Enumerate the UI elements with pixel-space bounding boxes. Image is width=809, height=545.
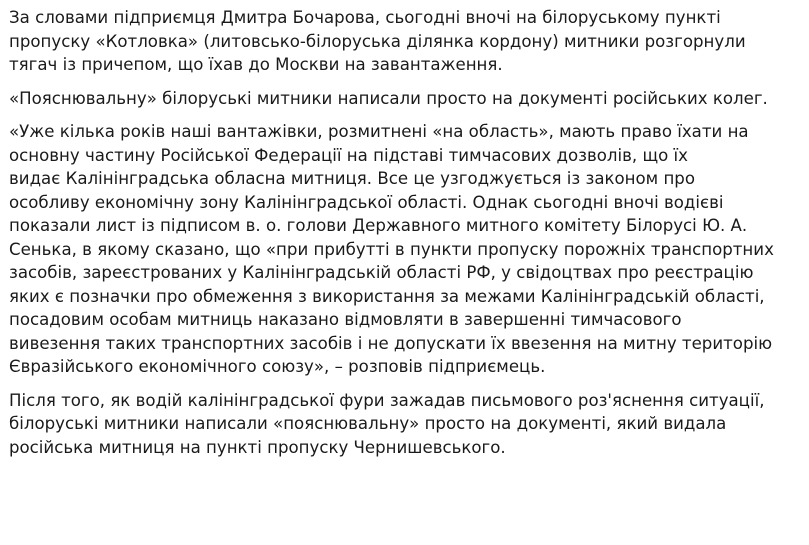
paragraph-line: За словами підприємця Дмитра Бочарова, сьогодні вночі на білоруському пункті (9, 8, 721, 27)
paragraph-4 (9, 389, 805, 460)
paragraph-line: російська митниця на пункті пропуску Чернишевського. (9, 437, 506, 457)
paragraph-line: білоруські митники написали «пояснювальну» просто на документі, який видала (9, 414, 727, 433)
paragraph-line: тягач із причепом, що їхав до Москви на завантаження. (9, 55, 503, 74)
paragraph-line: основну частину Російської Федерації на підставі тимчасових дозволів, що їх (9, 145, 688, 165)
paragraph-line: засобів, зареєстрованих у Калінінградській області РФ, у свідоцтвах про реєстрацію (9, 263, 754, 282)
paragraph-line: особливу економічну зону Калінінградської області. Однак сьогодні вночі водієві (9, 192, 724, 212)
paragraph-line: Після того, як водій калінінградської фури зажадав письмового роз'яснення ситуації, (9, 390, 765, 410)
paragraph-line: вивезення таких транспортних засобів і не допускати їх ввезення на митну територію (9, 333, 773, 353)
paragraph-line: видає Калінінградська обласна митниця. Все це узгоджується із законом про (9, 169, 695, 188)
paragraph-1 (9, 6, 805, 77)
paragraph-line: «Пояснювальну» білоруські митники написали просто на документі російських колег. (9, 88, 768, 108)
paragraph-line: посадовим особам митниць наказано відмовляти в завершенні тимчасового (9, 310, 682, 329)
paragraph-line: Сенька, в якому сказано, що «при прибутті в пункти пропуску порожніх транспортних (9, 239, 774, 259)
paragraph-2 (9, 87, 805, 111)
paragraph-3-quote (9, 120, 805, 379)
paragraph-line: пропуску «Котловка» (литовсько-білоруська ділянка кордону) митники розгорнули (9, 31, 746, 51)
paragraph-line: яких є позначки про обмеження з використання за межами Калінінградській області, (9, 286, 765, 306)
paragraph-line: «Уже кілька років наші вантажівки, розмитнені «на область», мають право їхати на (9, 122, 749, 141)
paragraph-line: Євразійського економічного союзу», – розповів підприємець. (9, 357, 546, 376)
paragraph-line: показали лист із підписом в. о. голови Державного митного комітету Білорусі Ю. А. (9, 216, 748, 235)
